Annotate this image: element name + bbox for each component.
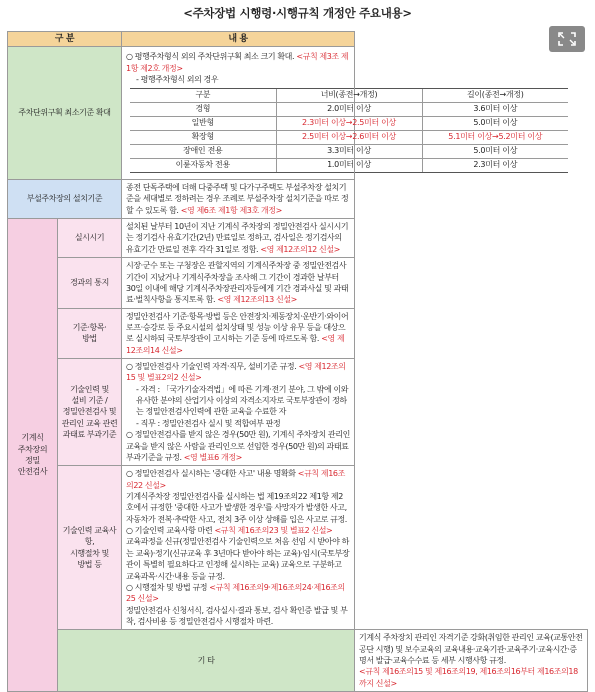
subcategory-line: 시행절차 및 — [70, 548, 109, 558]
subcategory-cell — [58, 359, 122, 466]
content-cell — [122, 466, 355, 630]
table-row — [8, 180, 588, 219]
size-table-heading: 너비(종전→개정) — [276, 88, 422, 102]
subcategory-cell — [58, 308, 122, 358]
size-type: 확장형 — [130, 130, 276, 144]
category-cell — [8, 219, 58, 692]
subcategory-line: 관리인 교육 관련 — [61, 418, 118, 428]
summary-table — [7, 31, 588, 692]
content-cell — [122, 180, 355, 219]
category-cell: 부설주차장의 설치기준 — [8, 180, 122, 219]
header-category: 구 분 — [8, 32, 122, 47]
table-row — [8, 219, 588, 258]
content-cell — [355, 630, 588, 692]
reference-text: <영 제12조의15 및 별표2의2 신설> — [126, 362, 346, 383]
content-text: ○ 시행절차 및 방법 규정 — [126, 582, 210, 592]
content-cell — [122, 308, 355, 358]
table-row — [8, 308, 588, 358]
size-length: 2.3미터 이상 — [422, 158, 568, 172]
reference-text: <영 제12조의14 신설> — [126, 334, 345, 355]
size-length: 5.0미터 이상 — [422, 116, 568, 130]
reference-text: <규칙 제16조의9·제16조의24·제16조의25 신설> — [126, 582, 345, 604]
size-width: 2.5미터 이상→2.6미터 이상 — [276, 130, 422, 144]
size-table — [130, 88, 568, 173]
reference-text: <규칙 제3조 제1항 제2호 개정> — [126, 52, 349, 73]
content-text: 정밀안전검사 기준·항목·방법 등은 안전장치·제동장치·운반기·와이어로프·승강로 등 주요시설의 설치상태 및 성능 이상 유무 등을 대상으로 실시하되 국토부장관이 고시하는 기준 등에 따르도록 함. — [126, 311, 349, 344]
header-content: 내 용 — [122, 32, 355, 47]
content-text: 기계식 주차장치 관리인 자격기준 강화(취임한 관리인 교육(교통안전공단 시행) 및 보수교육의 교육내용·교육기관·교육주기·교육시간·증명서 발급·교육수수료 등 세부 시행사항 규정. — [359, 633, 583, 666]
size-table-row — [130, 130, 568, 144]
subcategory-line: 방법 — [82, 334, 97, 344]
subcategory-cell — [58, 466, 122, 630]
content-text: 기계식주차장 정밀안전검사를 실시하는 법 제19조의22 제1항 제2호에서 규정한 '중대한 사고가 발생한 경우'를 사망자가 발생한 사고, 자동차가 전복·추락한 사고, 전치 3주 이상 상해를 입은 사고로 규정. — [126, 491, 347, 524]
expand-image-button[interactable] — [549, 26, 585, 52]
category-line: 안전검사 — [17, 467, 48, 477]
table-row — [8, 47, 588, 180]
content-text: ○ 기술인력 교육사항 마련 — [126, 526, 215, 536]
content-cell — [122, 47, 543, 180]
subcategory-line: 기준·항목· — [72, 322, 107, 332]
size-width: 3.3미터 이상 — [276, 144, 422, 158]
table-row — [8, 258, 588, 308]
content-cell — [122, 359, 355, 466]
subcategory-line: 방법 등 — [77, 560, 102, 570]
content-text: 설치된 날부터 10년이 지난 기계식 주차장의 정밀안전검사 실시시기는 정기검사 유효기간(2년) 만료일로 정하고, 검사일은 정기검사의 유효기간 만료일 전후 각각 31일로 정함. — [126, 222, 349, 254]
content-text: - 평행주차형식 외의 경우 — [136, 75, 219, 85]
size-table-heading: 구분 — [130, 88, 276, 102]
subcategory-line: 기술인력 및 — [70, 384, 109, 394]
page-title: <주차장법 시행령·시행규칙 개정안 주요내용> — [183, 6, 412, 20]
size-length: 5.0미터 이상 — [422, 144, 568, 158]
content-text: - 직무 : 정밀안전검사 실시 및 적합여부 판정 — [136, 418, 281, 428]
size-table-row — [130, 116, 568, 130]
reference-text: <영 제6조 제1항 제3호 개정> — [180, 205, 282, 215]
category-cell: 기 타 — [58, 630, 355, 692]
content-text: ○ 정밀안전검사 기술인력 자격·직무, 설비기준 규정. — [126, 362, 299, 372]
size-table-row — [130, 158, 568, 172]
category-line: 정밀 — [25, 456, 40, 466]
table-row — [8, 466, 588, 630]
reference-text: <규칙 제16조의15 및 제16조의19, 제16조의16부터 제16조의18까지 신설> — [359, 667, 578, 688]
content-text: ○ 정밀안전검사 실시하는 '중대한 사고' 내용 명확화 — [126, 469, 298, 479]
content-text: ○ 평행주차형식 외의 주차단위구획 최소 크기 확대. — [126, 52, 297, 62]
content-text: 시장·군수 또는 구청장은 관할지역의 기계식주차장 중 정밀안전검사기간이 지났거나 기계식주차장을 조사해 그 기간이 경과한 날부터 30일 이내에 해당 기계식주차장관리자등에게 기간 경과사실 및 과태료·벌칙사항을 통지토록 함. — [126, 261, 349, 305]
expand-icon — [558, 32, 576, 46]
table-row — [8, 359, 588, 466]
size-width: 1.0미터 이상 — [276, 158, 422, 172]
size-table-heading: 길이(종전→개정) — [422, 88, 568, 102]
reference-text: <규칙 제16조의23 및 별표2 신설> — [214, 526, 333, 536]
size-length: 5.1미터 이상→5.2미터 이상 — [422, 130, 568, 144]
size-width: 2.0미터 이상 — [276, 102, 422, 116]
size-type: 이륜자동차 전용 — [130, 158, 276, 172]
size-length: 3.6미터 이상 — [422, 102, 568, 116]
subcategory-line: 과태료 부과기준 — [62, 430, 117, 440]
category-cell: 주차단위구획 최소기준 확대 — [8, 47, 122, 180]
content-text: 교육과정을 신규(정밀안전검사 기술인력으로 처음 선임 시 받아야 하는 교육)·정기(신규교육 후 3년마다 받아야 하는 교육)·임시(국토부장관이 특별히 필요하다고 인정해 실시하는 교육) 교육으로 구분하고 교육과목·시간·내용 등을 규정. — [126, 537, 350, 581]
content-text: ○ 정밀안전검사를 받지 않은 경우(50만 원), 기계식 주차장치 관리인 교육을 받지 않은 사람을 관리인으로 선임한 경우(50만 원)의 과태료 부과기준을 규정. — [126, 430, 350, 462]
subcategory-line: 정밀안전검사 및 — [62, 407, 117, 417]
size-type: 일반형 — [130, 116, 276, 130]
reference-text: <영 제12조의13 신설> — [217, 295, 297, 305]
reference-text: <규칙 제16조의22 신설> — [126, 469, 345, 490]
content-text: - 자격 : 「국가기술자격법」에 따른 기계·전기 분야, 그 밖에 이와 유사한 분야의 산업기사 이상의 자격소지자로 국토부장관이 정하는 정밀안전검사인력에 관한 교육을 수료한 자 — [136, 384, 349, 417]
content-cell — [122, 258, 355, 308]
category-line: 기계식 — [21, 433, 44, 443]
size-table-row — [130, 144, 568, 158]
category-line: 주차장의 — [17, 444, 48, 454]
content-text: 정밀안전검사 신청서식, 검사실시·결과 통보, 검사 확인증 발급 및 부착, 검사비용 등 정밀안전검사 시행절차 마련. — [126, 605, 348, 626]
reference-text: <영 제12조의12 신설> — [260, 244, 340, 254]
content-cell — [122, 219, 355, 258]
size-type: 경형 — [130, 102, 276, 116]
size-table-header — [130, 88, 568, 102]
size-type: 장애인 전용 — [130, 144, 276, 158]
subcategory-line: 설비 기준 / — [71, 396, 108, 406]
content-text: 종전 단독주택에 더해 다중주택 및 다가구주택도 부설주차장 설치기준을 세대별로 정하려는 경우 조례로 부설주차장 설치기준을 따로 정할 수 있도록 함. — [126, 183, 349, 215]
subcategory-cell: 실시시기 — [58, 219, 122, 258]
subcategory-line: 기술인력 교육사항, — [62, 526, 117, 547]
table-row — [8, 630, 588, 692]
reference-text: <영 별표6 개정> — [183, 452, 242, 462]
subcategory-cell: 경과의 통지 — [58, 258, 122, 308]
table-header-row — [8, 32, 588, 47]
size-table-row — [130, 102, 568, 116]
size-width: 2.3미터 이상→2.5미터 이상 — [276, 116, 422, 130]
